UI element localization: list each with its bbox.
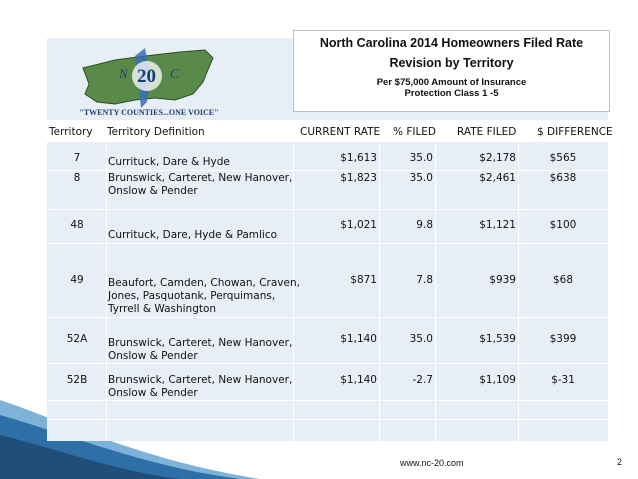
cell-difference: $100 xyxy=(549,219,577,231)
nc20-logo xyxy=(75,38,223,118)
cell-difference: $-31 xyxy=(551,374,575,386)
cell-definition xyxy=(108,374,292,400)
cell-definition xyxy=(108,172,292,198)
definition-line: Currituck, Dare & Hyde xyxy=(108,156,230,168)
definition-line: Onslow & Pender xyxy=(108,185,198,197)
title-line-1: North Carolina 2014 Homeowners Filed Rate xyxy=(319,36,584,50)
grid-line xyxy=(47,419,608,420)
nc-map-icon xyxy=(75,38,223,118)
title-line-3: Per $75,000 Amount of Insurance xyxy=(376,77,527,88)
cell-pct-filed: 35.0 xyxy=(409,172,433,184)
cell-current-rate: $871 xyxy=(350,274,377,286)
header-rate-filed: RATE FILED xyxy=(457,126,517,138)
definition-line: Beaufort, Camden, Chowan, Craven, xyxy=(108,277,300,289)
svg-text:C: C xyxy=(170,66,179,81)
cell-territory: 52A xyxy=(66,333,88,345)
cell-rate-filed: $2,461 xyxy=(479,172,516,184)
grid-line xyxy=(379,142,380,441)
cell-definition xyxy=(108,156,230,169)
definition-line: Tyrrell & Washington xyxy=(108,303,217,315)
header-current-rate: CURRENT RATE xyxy=(300,126,381,138)
cell-territory: 48 xyxy=(70,219,84,231)
cell-current-rate: $1,021 xyxy=(340,219,377,231)
cell-rate-filed: $1,539 xyxy=(479,333,516,345)
cell-current-rate: $1,823 xyxy=(340,172,377,184)
cell-rate-filed: $939 xyxy=(489,274,516,286)
grid-line xyxy=(435,142,436,441)
cell-definition xyxy=(108,337,292,363)
footer-url: www.nc-20.com xyxy=(400,458,464,468)
page-number: 2 xyxy=(617,457,623,467)
cell-territory: 49 xyxy=(70,274,84,286)
cell-current-rate: $1,140 xyxy=(340,374,377,386)
table-header-row xyxy=(47,120,613,142)
cell-current-rate: $1,613 xyxy=(340,152,377,164)
cell-definition xyxy=(108,277,300,316)
header-pct-filed: % FILED xyxy=(393,126,437,138)
grid-line xyxy=(47,363,608,364)
cell-pct-filed: 35.0 xyxy=(409,152,433,164)
cell-difference: $399 xyxy=(549,333,577,345)
definition-line: Brunswick, Carteret, New Hanover, xyxy=(108,374,293,386)
grid-line xyxy=(47,209,608,210)
cell-territory: 8 xyxy=(73,172,81,184)
cell-pct-filed: 35.0 xyxy=(409,333,433,345)
grid-line xyxy=(47,243,608,244)
grid-line xyxy=(47,317,608,318)
cell-pct-filed: 7.8 xyxy=(416,274,433,286)
grid-line xyxy=(106,142,107,441)
cell-rate-filed: $1,109 xyxy=(479,374,516,386)
cell-difference: $68 xyxy=(552,274,574,286)
definition-line: Currituck, Dare, Hyde & Pamlico xyxy=(108,229,278,241)
title-box xyxy=(293,30,610,112)
cell-pct-filed: 9.8 xyxy=(416,219,433,231)
definition-line: Jones, Pasquotank, Perquimans, xyxy=(108,290,276,302)
header-definition: Territory Definition xyxy=(107,126,205,138)
cell-territory: 7 xyxy=(73,152,81,164)
definition-line: Onslow & Pender xyxy=(108,350,198,362)
header-territory: Territory xyxy=(49,126,93,138)
cell-current-rate: $1,140 xyxy=(340,333,377,345)
grid-line xyxy=(518,142,519,441)
cell-difference: $638 xyxy=(549,172,577,184)
definition-line: Brunswick, Carteret, New Hanover, xyxy=(108,172,293,184)
cell-rate-filed: $2,178 xyxy=(479,152,516,164)
title-line-2: Revision by Territory xyxy=(389,56,514,70)
definition-line: Onslow & Pender xyxy=(108,387,198,399)
svg-text:N: N xyxy=(119,66,128,81)
logo-tagline: "TWENTY COUNTIES...ONE VOICE" xyxy=(79,108,219,117)
cell-pct-filed: -2.7 xyxy=(412,374,433,386)
cell-difference: $565 xyxy=(549,152,577,164)
cell-definition xyxy=(108,229,277,242)
title-line-4: Protection Class 1 -5 xyxy=(404,88,499,99)
cell-rate-filed: $1,121 xyxy=(479,219,516,231)
header-difference: $ DIFFERENCE xyxy=(537,126,613,138)
cell-territory: 52B xyxy=(66,374,88,386)
definition-line: Brunswick, Carteret, New Hanover, xyxy=(108,337,293,349)
svg-text:20: 20 xyxy=(137,66,156,87)
grid-line xyxy=(47,170,608,171)
grid-line xyxy=(47,400,608,401)
